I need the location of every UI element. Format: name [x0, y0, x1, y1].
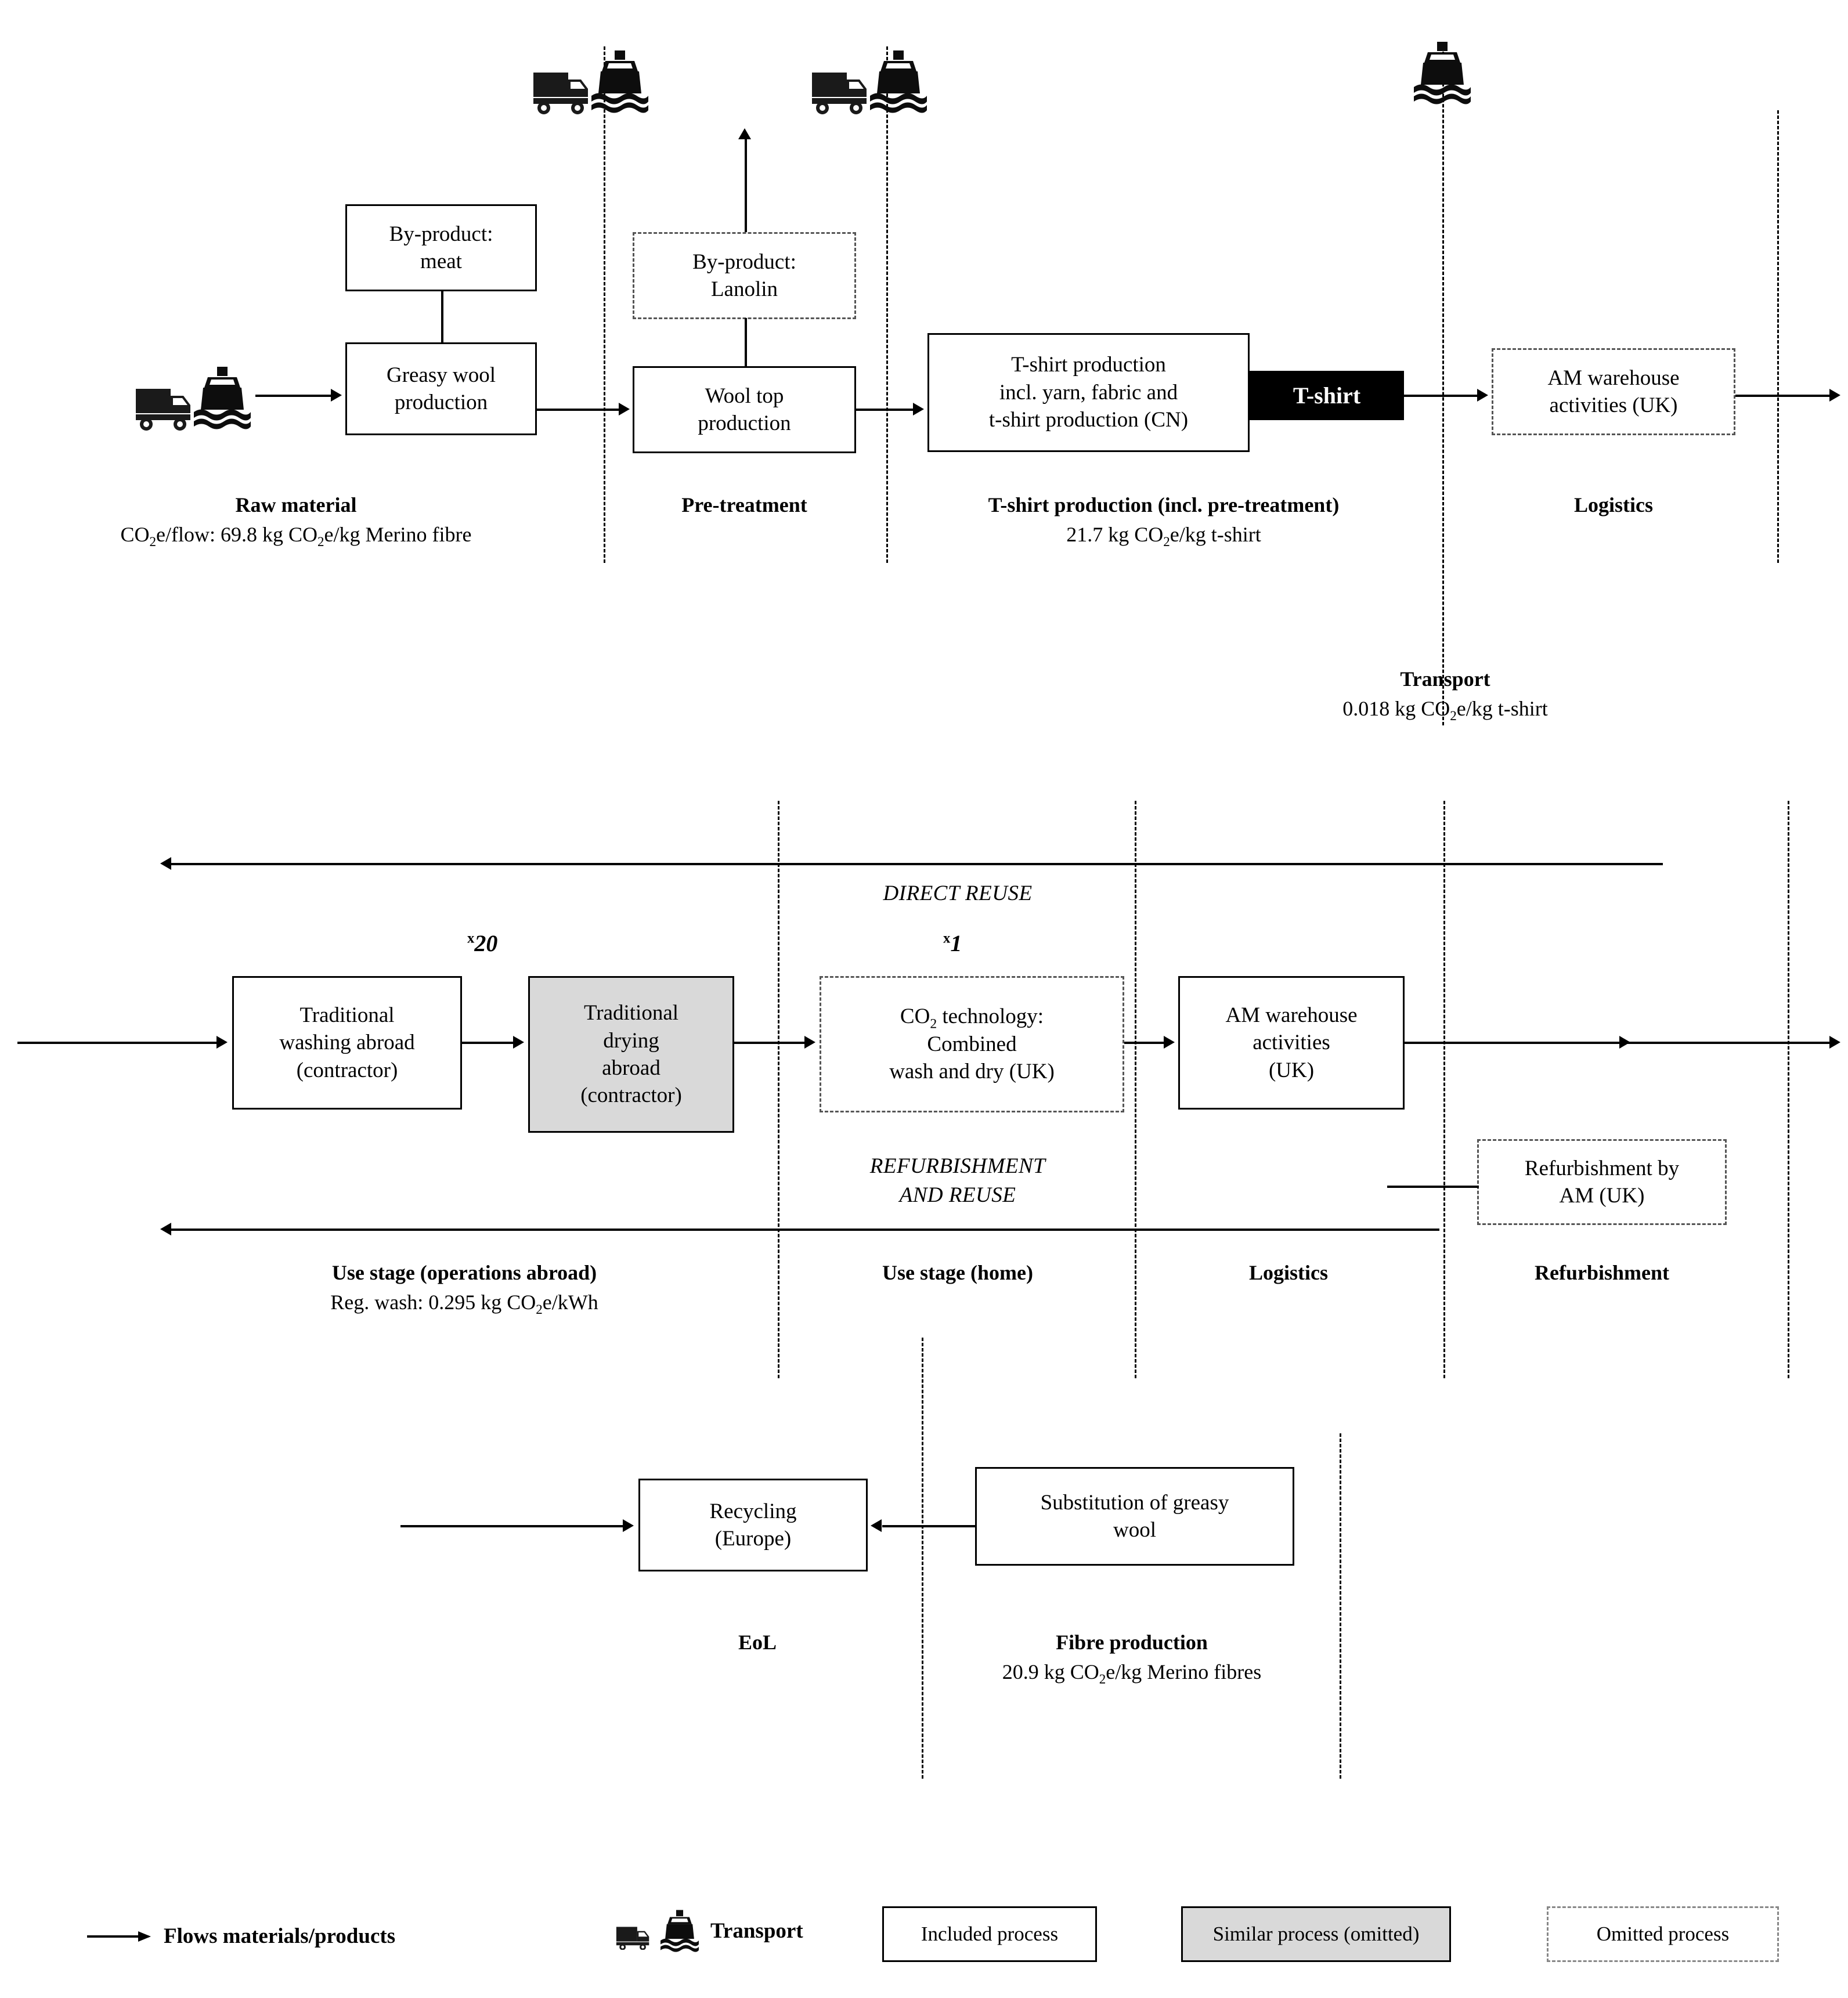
caption-value: 0.018 kg $CO_2e/kg$ t-shirt	[1342, 697, 1548, 724]
stage-divider-top-right	[1777, 110, 1779, 563]
label-direct-reuse	[801, 879, 1114, 908]
arrow-right-icon	[1619, 1036, 1630, 1049]
arrow-right-icon	[1164, 1036, 1175, 1049]
arrow-right-icon	[331, 389, 342, 402]
box-byproduct-meat[interactable]	[345, 204, 537, 291]
box-label: T-shirt production incl. yarn, fabric and t-shirt production (CN)	[988, 353, 1189, 432]
box-byproduct-lanolin[interactable]	[633, 232, 856, 319]
caption-fibre-production	[929, 1628, 1335, 1687]
ship-icon	[190, 366, 254, 429]
stage-divider-bottom-2	[1340, 1433, 1341, 1779]
box-label: Substitution of greasy wool	[1040, 1490, 1229, 1542]
caption-use-stage-abroad	[250, 1258, 679, 1317]
box-label: Recycling (Europe)	[709, 1499, 797, 1551]
box-traditional-washing-abroad[interactable]	[232, 976, 462, 1110]
arrow-right-icon	[1829, 1036, 1840, 1049]
caption-title: Pre-treatment	[681, 493, 807, 516]
caption-title: T-shirt production (incl. pre-treatment)	[988, 493, 1340, 516]
legend-label: Included process	[921, 1923, 1059, 1945]
loop-label-text: DIRECT REUSE	[883, 881, 1033, 905]
box-label: Traditional drying abroad (contractor)	[580, 1001, 682, 1108]
box-label: Refurbishment by AM (UK)	[1524, 1156, 1680, 1208]
arrow-right-icon	[87, 1927, 151, 1946]
caption-refurbishment	[1468, 1258, 1735, 1288]
caption-logistics-mid	[1155, 1258, 1422, 1288]
caption-value: 20.9 kg $CO_2e/kg$ Merino fibres	[1002, 1660, 1262, 1687]
legend-omitted-process	[1547, 1906, 1779, 1962]
flow-warehouse-out	[1735, 395, 1831, 397]
box-am-warehouse-mid[interactable]	[1178, 976, 1405, 1110]
box-traditional-drying-abroad[interactable]	[528, 976, 734, 1133]
caption-pre-treatment	[615, 490, 874, 520]
stage-divider-mid-1	[778, 801, 779, 1378]
caption-title: EoL	[738, 1631, 777, 1654]
arrow-right-icon	[1829, 389, 1840, 402]
flow-greasy-to-wooltop	[537, 409, 620, 411]
truck-icon	[612, 1922, 656, 1950]
box-label: Wool top production	[698, 384, 791, 435]
arrow-right-icon	[623, 1519, 634, 1532]
flow-lanolin-connector	[745, 318, 747, 367]
caption-title: Refurbishment	[1535, 1261, 1669, 1284]
arrow-right-icon	[216, 1036, 228, 1049]
flow-substitution-to-recycling	[882, 1525, 975, 1527]
box-label: AM warehouse activities (UK)	[1225, 1003, 1358, 1082]
legend-similar-process	[1181, 1906, 1451, 1962]
caption-value: 21.7 kg $CO_2e/kg$ t-shirt	[1066, 523, 1261, 550]
caption-logistics-top	[1492, 490, 1735, 520]
legend-label: Omitted process	[1596, 1923, 1730, 1945]
arrow-left-icon	[871, 1519, 882, 1532]
stage-divider-transport	[1442, 46, 1444, 725]
caption-title: Use stage (operations abroad)	[331, 1261, 597, 1284]
flow-to-refurbishment-box	[1387, 1186, 1479, 1188]
caption-transport	[1213, 664, 1677, 724]
box-co2-technology[interactable]	[820, 976, 1124, 1112]
box-label: $CO_2$ technology: Combined wash and dry (UK)	[889, 1005, 1055, 1084]
caption-tshirt-production	[888, 490, 1439, 550]
ship-icon	[588, 49, 652, 113]
flow-washing-to-drying	[462, 1042, 514, 1044]
caption-value: Reg. wash: 0.295 kg $CO_2e$/kWh	[330, 1291, 598, 1317]
transport-icon-group-2	[810, 49, 934, 113]
box-label: T-shirt	[1293, 382, 1361, 409]
transport-icon-group-inbound	[133, 366, 258, 429]
flow-tshirt-to-warehouse	[1404, 395, 1478, 397]
legend-included-process	[882, 1906, 1097, 1962]
arrow-right-icon	[738, 128, 751, 139]
flow-in-to-recycling	[400, 1525, 624, 1527]
box-tshirt-production[interactable]	[927, 333, 1250, 452]
flow-meat-connector	[441, 290, 443, 342]
arrow-right-icon	[1477, 389, 1488, 402]
flow-wooltop-to-tshirt	[856, 409, 914, 411]
caption-use-stage-home	[813, 1258, 1103, 1288]
box-am-warehouse-top[interactable]	[1492, 348, 1735, 435]
multiplier-washing: $^x$20	[467, 930, 498, 956]
caption-title: Use stage (home)	[882, 1261, 1033, 1284]
caption-title: Fibre production	[1056, 1631, 1208, 1654]
arrow-right-icon	[513, 1036, 524, 1049]
box-label: By-product: meat	[389, 222, 493, 273]
legend-flows	[87, 1924, 395, 1949]
arrow-right-icon	[913, 403, 924, 416]
flow-refurbishment-reuse	[171, 1229, 1439, 1231]
flow-direct-reuse	[171, 863, 1663, 865]
box-refurbishment-by-am[interactable]	[1477, 1139, 1727, 1225]
caption-title: Raw material	[235, 493, 357, 516]
caption-raw-material	[35, 490, 557, 550]
arrow-left-icon	[160, 1223, 171, 1235]
ship-icon	[1410, 32, 1474, 113]
stage-divider-bottom-1	[922, 1338, 923, 1779]
flow-drying-to-co2	[734, 1042, 806, 1044]
legend-label: Flows materials/products	[164, 1924, 396, 1948]
stage-divider-mid-4	[1788, 801, 1789, 1378]
box-recycling-europe[interactable]	[638, 1479, 868, 1571]
box-substitution-greasy-wool[interactable]	[975, 1467, 1294, 1566]
flow-co2-to-warehouse	[1124, 1042, 1165, 1044]
arrow-left-icon	[160, 857, 171, 870]
caption-title: Transport	[1400, 667, 1490, 691]
transport-icon-group-1	[531, 49, 656, 113]
transport-icon-group-3	[1410, 32, 1474, 113]
box-wool-top-production[interactable]	[633, 366, 856, 453]
legend-label: Similar process (omitted)	[1212, 1923, 1420, 1945]
box-tshirt-product[interactable]	[1250, 371, 1404, 420]
arrow-right-icon	[804, 1036, 815, 1049]
flow-in-to-washing	[17, 1042, 218, 1044]
stage-divider-mid-2	[1135, 801, 1136, 1378]
flow-warehouse-mid-out	[1405, 1042, 1831, 1044]
ship-icon	[867, 49, 930, 113]
caption-title: Logistics	[1248, 1261, 1328, 1284]
caption-title: Logistics	[1573, 493, 1653, 516]
ship-icon	[658, 1909, 701, 1952]
legend-label: Transport	[710, 1918, 803, 1943]
box-greasy-wool-production[interactable]	[345, 342, 537, 435]
multiplier-co2: $^x$1	[943, 930, 962, 956]
box-label: Greasy wool production	[386, 363, 496, 414]
box-label: AM warehouse activities (UK)	[1547, 366, 1680, 417]
caption-eol	[650, 1628, 865, 1657]
box-label: By-product: Lanolin	[692, 250, 796, 301]
legend-transport	[612, 1909, 803, 1952]
arrow-right-icon	[619, 403, 630, 416]
label-refurbishment-reuse: REFURBISHMENT AND REUSE	[869, 1154, 1046, 1208]
box-label: Traditional washing abroad (contractor)	[279, 1003, 415, 1082]
caption-value: $CO_2e$/flow: 69.8 kg $CO_2e/kg$ Merino fibre	[120, 523, 472, 550]
flow-inbound-to-greasy	[255, 395, 332, 397]
stage-divider-mid-3	[1443, 801, 1445, 1378]
